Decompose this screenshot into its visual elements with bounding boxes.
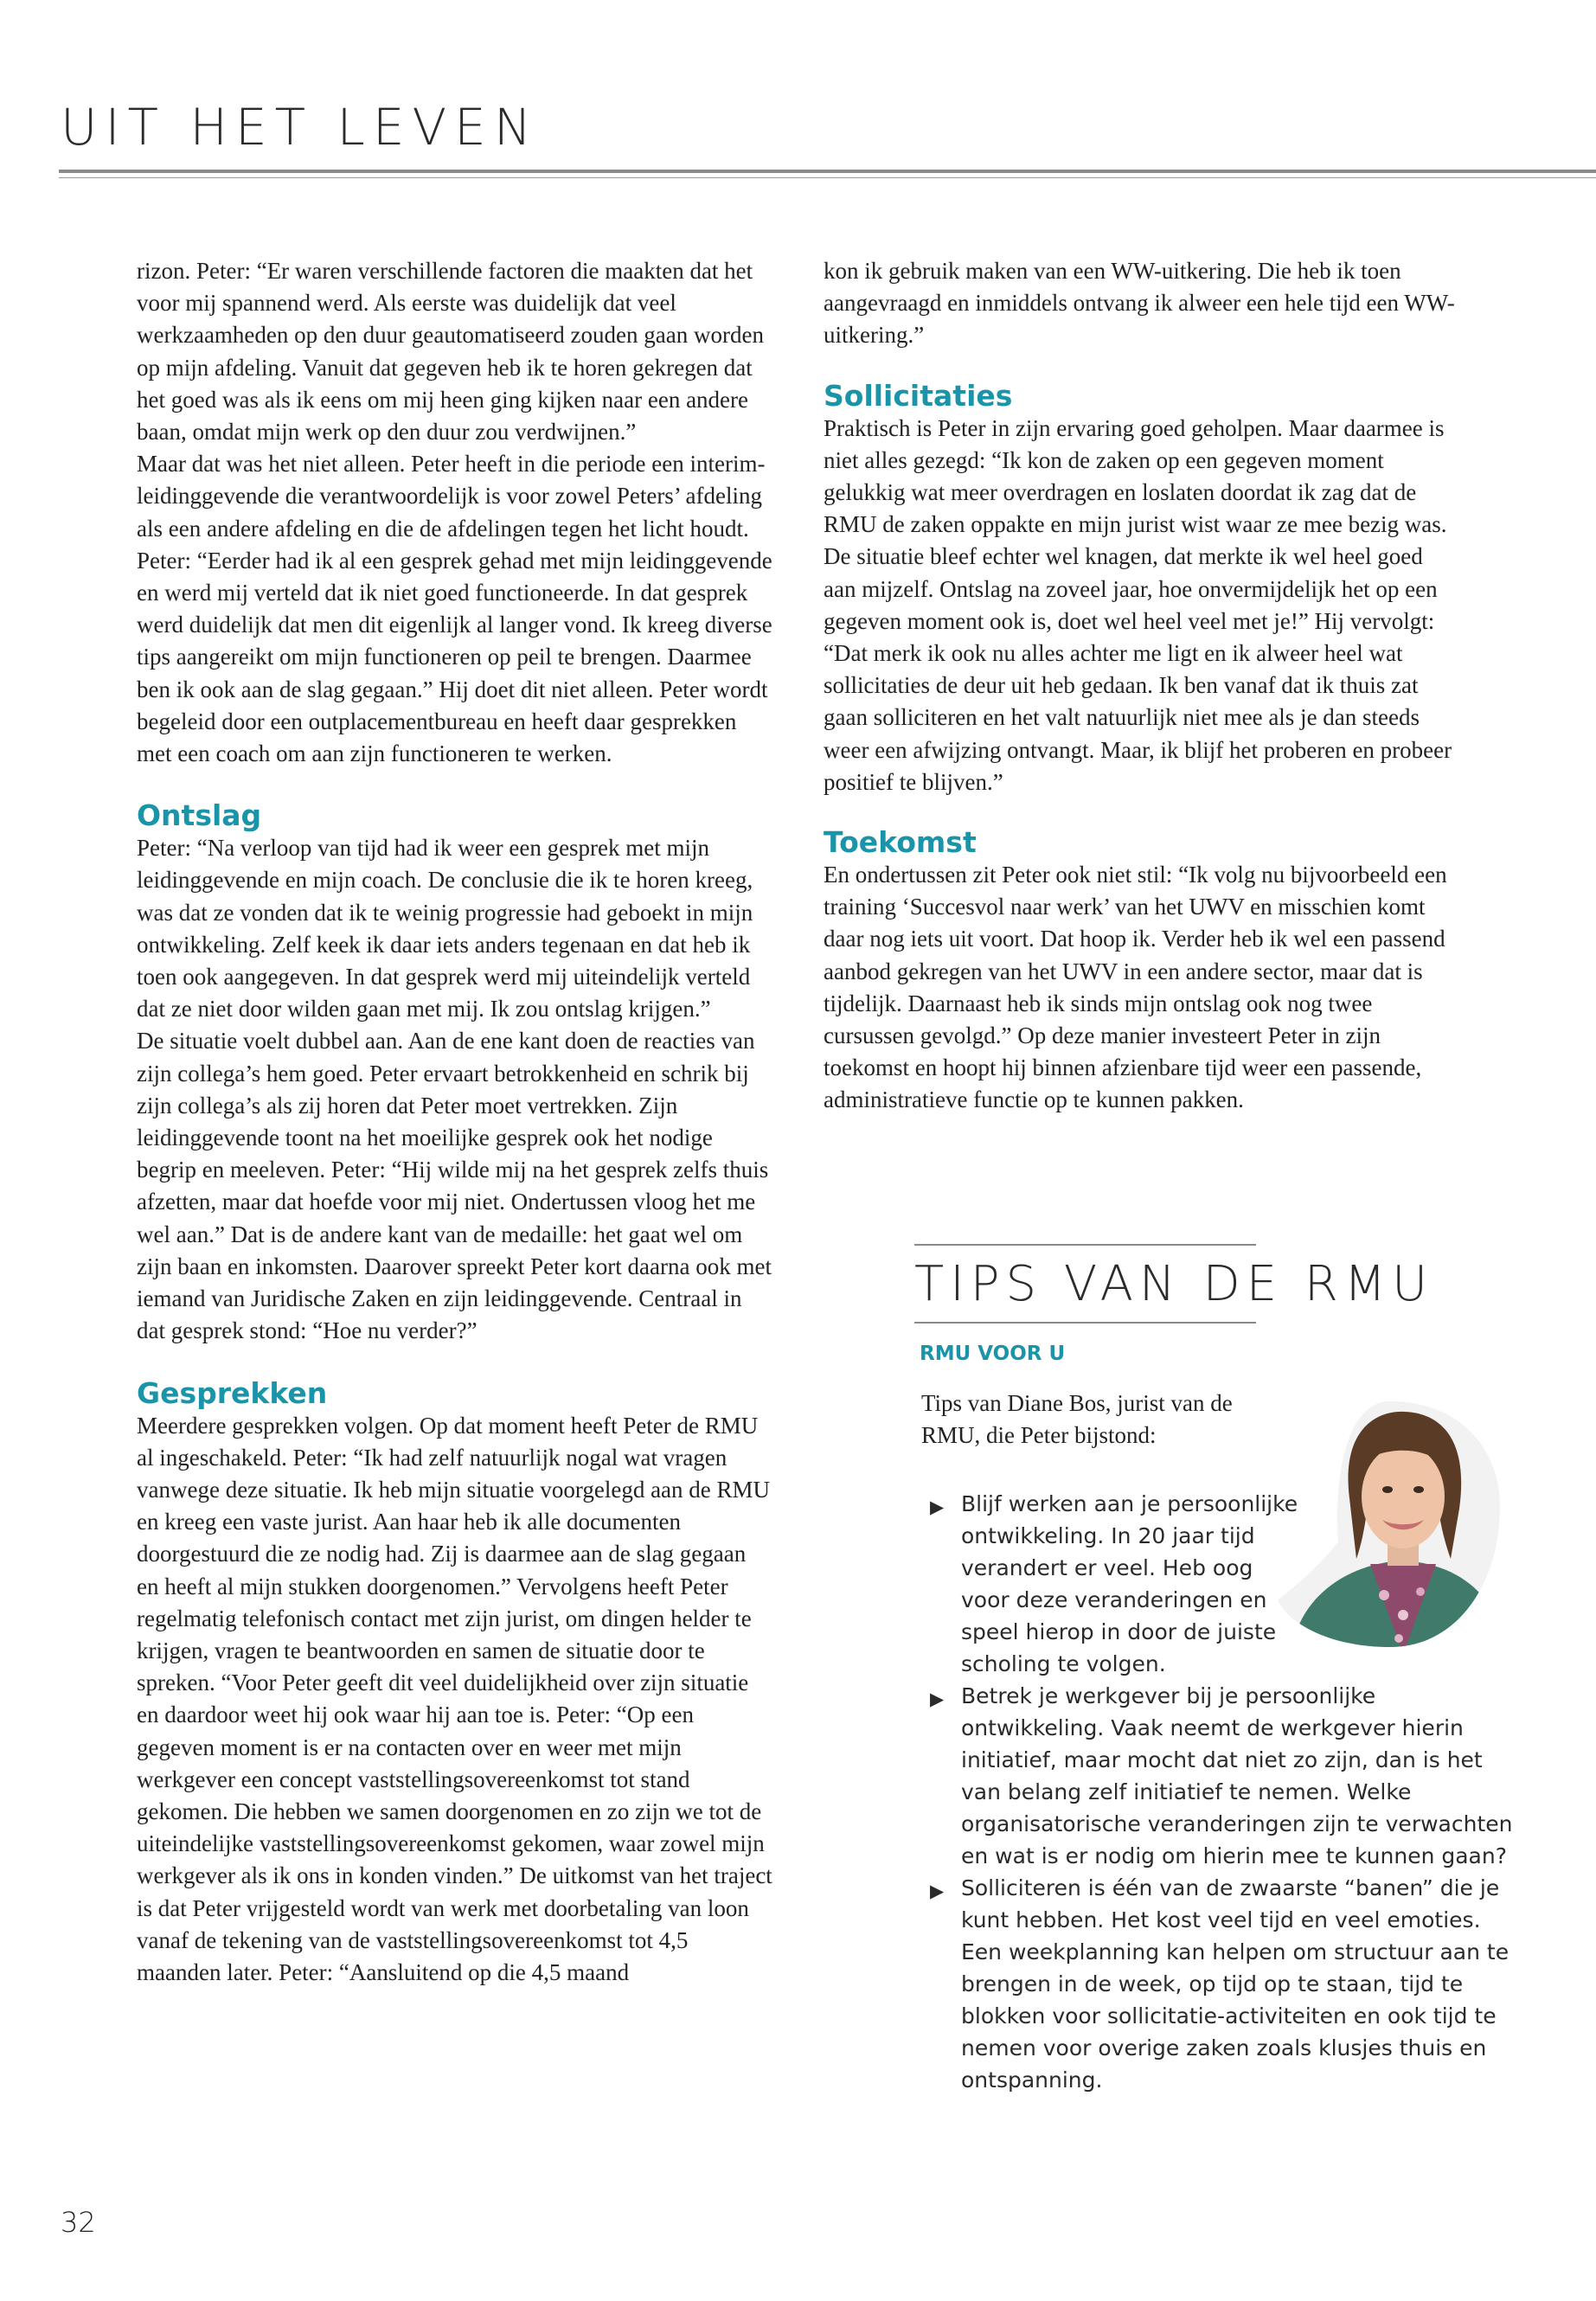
section-title: UIT HET LEVEN [61,98,540,157]
paragraph: kon ik gebruik maken van een WW-uitkering. Die heb ik toen aangevraagd en inmiddels ontvang ik alweer een hele tijd een WW-uitkering.” [824,258,1455,349]
tips-rule-top [914,1244,1256,1246]
paragraph: Meerdere gesprekken volgen. Op dat moment heeft Peter de RMU al ingeschakeld. Peter: “Ik had zelf natuurlijk nogal wat vragen vanwege deze situatie. Ik heb mijn situatie voorgelegd aan de RMU en kreeg een vaste jurist. Aan haar heb ik alle documenten doorgestuurd die ze nodig had. Zij is daarmee aan de slag gegaan en heeft al mijn stukken doorgenomen.” Vervolgens heeft Peter regelmatig telefonisch contact met zijn jurist, om dingen helder te krijgen, vragen te beantwoorden en samen de situatie door te spreken. “Voor Peter geeft dit veel duidelijkheid over zijn situatie en daardoor weet hij ook waar hij aan toe is. Peter: “Op een gegeven moment is er na contacten over en weer met mijn werkgever een concept vaststellingsovereenkomst tot stand gekomen. Die hebben we samen doorgenomen en zo zijn we tot de uiteindelijke vaststellingsovereenkomst gekomen, waar zowel mijn werkgever als ik ons in konden vinden.” De uitkomst van het traject is dat Peter vrijgesteld wordt van werk met doorbetaling van loon vanaf de tekening van de vaststellingsovereenkomst tot 4,5 maanden later. Peter: “Aansluitend op die 4,5 maand [137,1412,772,1985]
left-column [137,255,772,1989]
tip-text: Blijf werken aan je persoonlijke ontwikkeling. In 20 jaar tijd verandert er veel. Heb oog voor deze veranderingen en speel hierop in door de juiste scholing te volgen. [961,1490,1298,1676]
subheading-toekomst: Toekomst [824,825,977,860]
tip-text: Betrek je werkgever bij je persoonlijke ontwikkeling. Vaak neemt de werkgever hierin initiatief, maar mocht dat niet zo zijn, dan is het van belang zelf initiatief te nemen. Welke organisatorische veranderingen zijn te verwachten en wat is er nodig om hierin mee te kunnen gaan? [961,1682,1513,1868]
tips-intro: Tips van Diane Bos, jurist van de RMU, die Peter bijstond: [921,1389,1233,1448]
triangle-bullet-icon: ▶ [930,1688,945,1709]
paragraph: Peter: “Na verloop van tijd had ik weer een gesprek met mijn leidinggevende en mijn coach. De conclusie die ik te horen kreeg, was dat ze vonden dat ik te weinig progressie had geboekt in mijn ontwikkeling. Zelf keek ik daar iets anders tegenaan en dat heb ik toen ook aangegeven. In dat gesprek werd mij uiteindelijk verteld dat ze niet door wilden gaan met mij. Ik zou ontslag krijgen.” [137,835,753,1022]
paragraph: De situatie voelt dubbel aan. Aan de ene kant doen de reacties van zijn collega’s hem goed. Peter ervaart betrokkenheid en schrik bij zijn collega’s als zij horen dat Peter moet vertrekken. Zijn leidinggevende toont na het moeilijke gesprek ook het nodige begrip en meeleven. Peter: “Hij wilde mij na het gesprek zelfs thuis afzetten, maar dat hoefde voor mij niet. Ondertussen vloog het me wel aan.” Dat is de andere kant van de medaille: het gaat wel om zijn baan en inkomsten. Daarover spreekt Peter kort daarna ook met iemand van Juridische Zaken en zijn leidinggevende. Centraal in dat gesprek stond: “Hoe nu verder?” [137,1028,772,1344]
subheading-sollicitaties: Sollicitaties [824,378,1013,413]
portrait-photo [1273,1394,1507,1654]
tip-item [914,1680,1520,1872]
header-rule-thin [59,177,1596,178]
subheading-ontslag: Ontslag [137,798,262,833]
tips-title: TIPS VAN DE RMU [914,1256,1434,1312]
triangle-bullet-icon: ▶ [930,1880,945,1901]
page-number: 32 [61,2206,96,2239]
tip-item [914,1872,1520,2096]
tips-rule-bottom [914,1322,1256,1324]
paragraph: Praktisch is Peter in zijn ervaring goed geholpen. Maar daarmee is niet alles gezegd: “Ik kon de zaken op een gegeven moment gelukkig wat meer overdragen en loslaten doordat ik zag dat de RMU de zaken oppakte en mijn jurist wist waar ze mee bezig was. De situatie bleef echter wel knagen, dat merkte ik wel heel goed aan mijzelf. Ontslag na zoveel jaar, hoe onvermijdelijk het op een gegeven moment ook is, doet wel heel veel met je!” Hij vervolgt: “Dat merk ik ook nu alles achter me ligt en ik alweer heel wat sollicitaties de deur uit heb gedaan. Ik ben vanaf dat ik thuis zat gaan solliciteren en het valt natuurlijk niet mee als je dan steeds weer een afwijzing ontvangt. Maar, ik blijf het proberen en probeer positief te blijven.” [824,414,1452,795]
triangle-bullet-icon: ▶ [930,1496,945,1517]
header-rule [59,170,1596,173]
tip-text: Solliciteren is één van de zwaarste “banen” die je kunt hebben. Het kost veel tijd en veel emoties. Een weekplanning kan helpen om structuur aan te brengen in de week, op tijd op te staan, tijd te blokken voor sollicitatie-activiteiten en ook tijd te nemen voor overige zaken zoals klusjes thuis en ontspanning. [961,1875,1509,2093]
tips-box [914,1244,1520,2096]
subheading-gesprekken: Gesprekken [137,1375,328,1410]
paragraph: Maar dat was het niet alleen. Peter heeft in die periode een interim-leidinggevende die verantwoordelijk is voor zowel Peters’ afdeling als een andere afdeling en die de afdelingen tegen het licht houdt. Peter: “Eerder had ik al een gesprek gehad met mijn leidinggevende en werd mij verteld dat ik niet goed functioneerde. In dat gesprek werd duidelijk dat men dit eigenlijk al langer vond. Ik kreeg diverse tips aangereikt om mijn functioneren op peil te brengen. Daarmee ben ik ook aan de slag gegaan.” Hij doet dit niet alleen. Peter wordt begeleid door een outplacementbureau en heeft daar gesprekken met een coach om aan zijn functioneren te werken. [137,451,772,767]
paragraph: En ondertussen zit Peter ook niet stil: “Ik volg nu bijvoorbeeld een training ‘Succesvol naar werk’ van het UWV en misschien komt daar nog iets uit voort. Dat hoop ik. Verder heb ik wel een passend aanbod gekregen van het UWV in een andere sector, maar dat is tijdelijk. Daarnaast heb ik sinds mijn ontslag ook nog twee cursussen gevolgd.” Op deze manier investeert Peter in zijn toekomst en hoopt hij binnen afzienbare tijd weer een passende, administratieve functie op te kunnen pakken. [824,862,1447,1113]
right-column [824,255,1459,1117]
paragraph: rizon. Peter: “Er waren verschillende factoren die maakten dat het voor mij spannend werd. Als eerste was duidelijk dat veel werkzaamheden op den duur geautomatiseerd zouden gaan worden op mijn afdeling. Vanuit dat gegeven heb ik te horen gekregen dat het goed was als ik eens om mij heen ging kijken naar een andere baan, omdat mijn werk op den duur zou verdwijnen.” [137,258,764,445]
tips-subtitle: RMU VOOR U [920,1342,1066,1365]
